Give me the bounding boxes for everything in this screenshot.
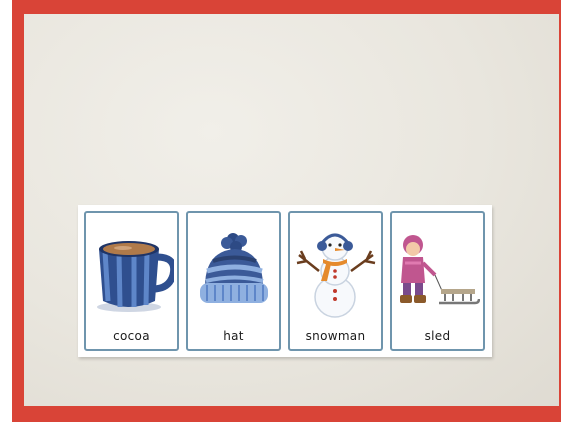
card-word: snowman (305, 329, 366, 343)
card-word: hat (223, 329, 244, 343)
child-pulling-sled-picture (395, 219, 480, 319)
card-sled (390, 211, 485, 351)
mug-of-cocoa-picture (89, 219, 174, 319)
card-word: cocoa (113, 329, 150, 343)
card-hat (186, 211, 281, 351)
snowman-picture (293, 219, 378, 319)
knit-winter-hat-picture (191, 219, 276, 319)
card-cocoa (84, 211, 179, 351)
word-card-strip (78, 205, 492, 357)
card-word: sled (424, 329, 451, 343)
card-snowman (288, 211, 383, 351)
